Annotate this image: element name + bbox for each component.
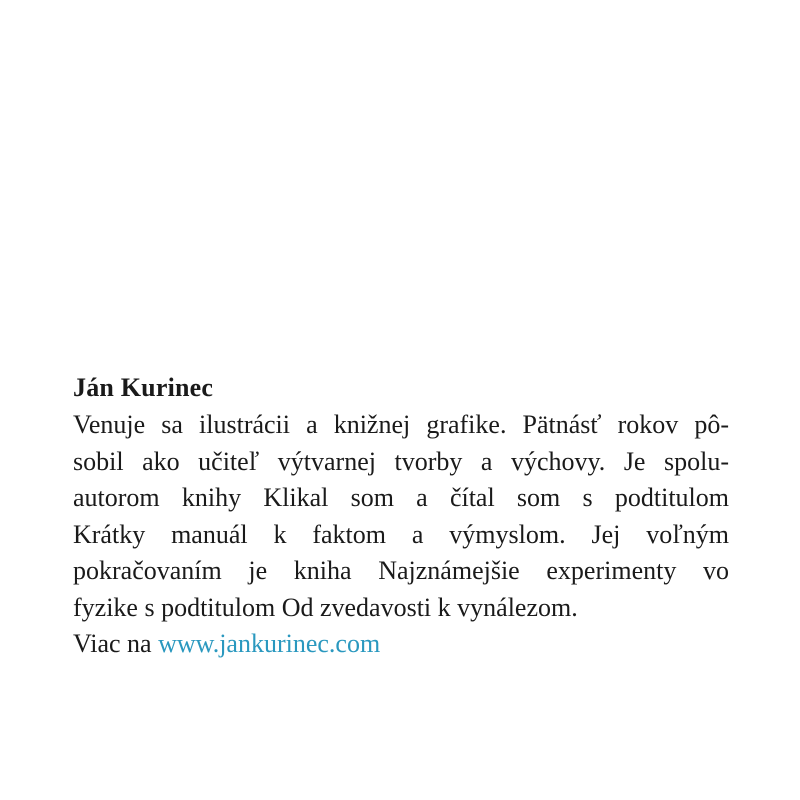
more-info-line [73,626,729,663]
bio-text-line-2: sobil ako učiteľ výtvarnej tvorby a výchovy. Je spolu- [73,446,729,476]
bio-text-line-6: fyzike s podtitulom Od zvedavosti k vynálezom. [73,592,578,622]
website-link[interactable]: www.jankurinec.com [158,629,381,658]
bio-text-line-4: Krátky manuál k faktom a výmyslom. Jej voľným [73,519,729,549]
bio-text-line-1: Venuje sa ilustrácii a knižnej grafike. Pätnásť rokov pô- [73,410,729,439]
author-name: Ján Kurinec [73,373,214,402]
more-info-prefix: Viac na [73,629,152,658]
bio-text-line-3: autorom knihy Klikal som a čítal som s podtitulom [73,483,729,512]
author-bio [73,369,729,663]
bio-text-line-5: pokračovaním je kniha Najznámejšie experimenty vo [73,556,729,585]
